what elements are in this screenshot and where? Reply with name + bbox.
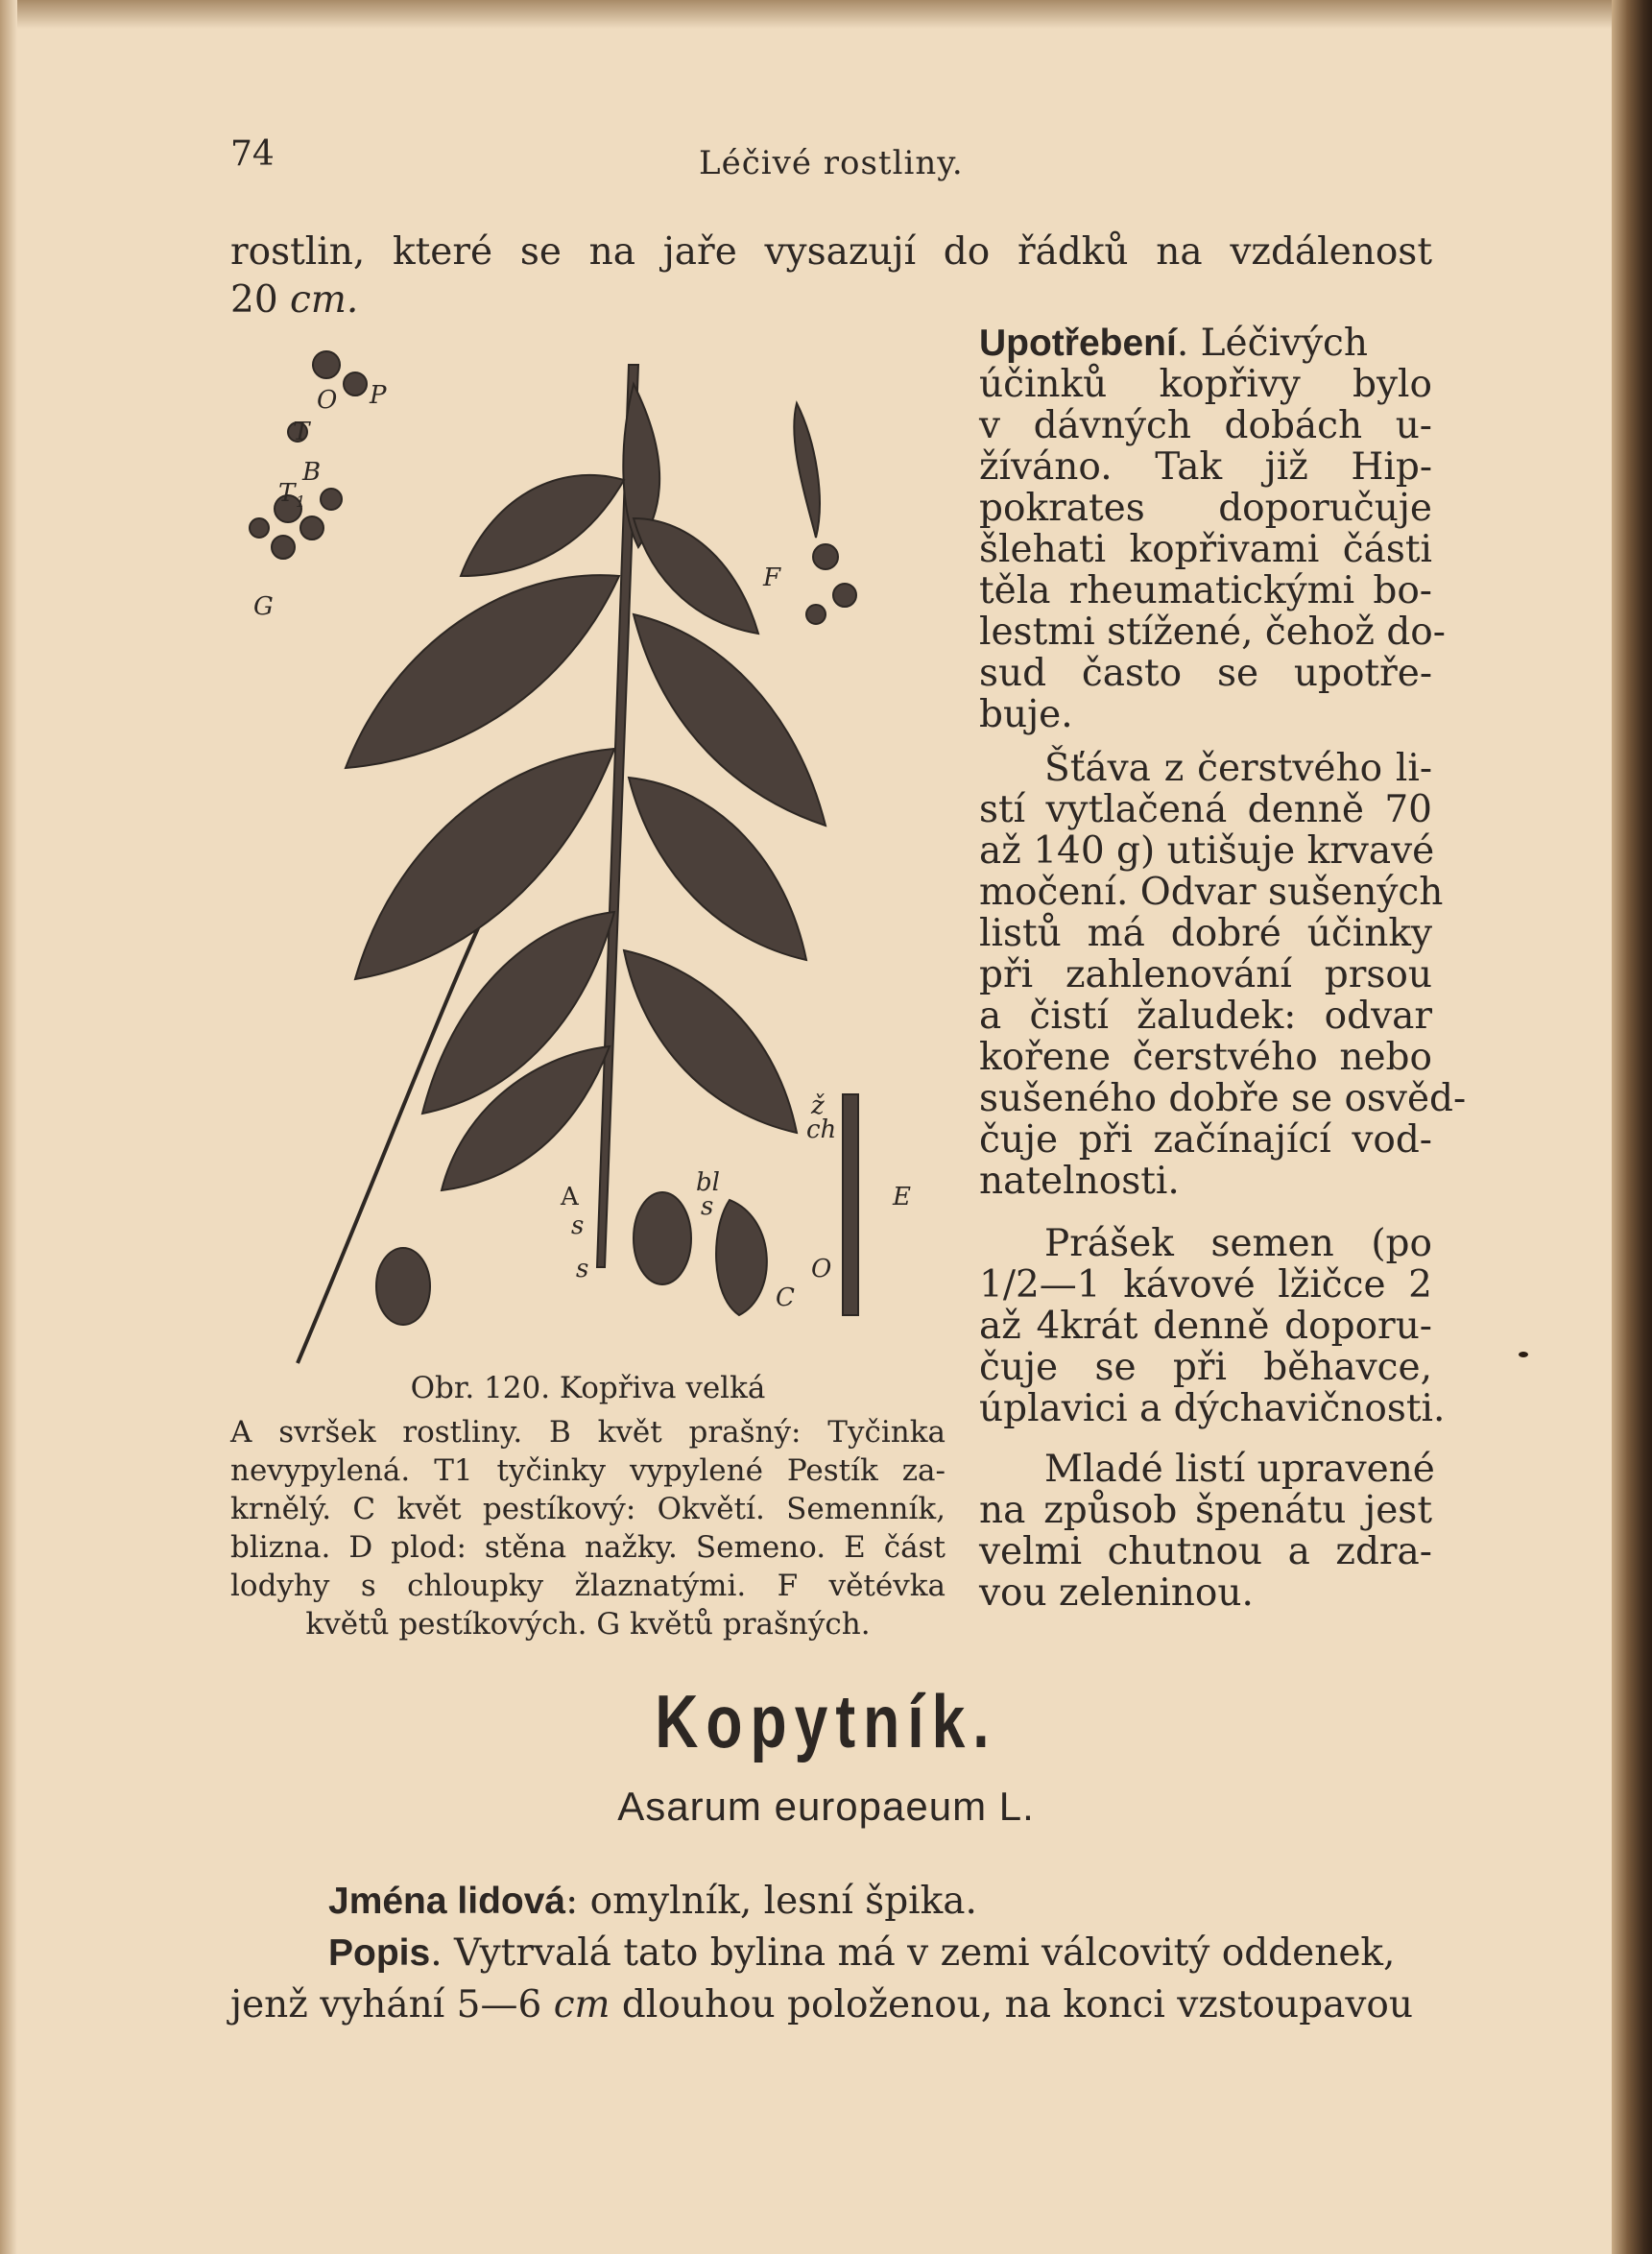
label-e: E (893, 1183, 911, 1211)
label-f: F (763, 564, 781, 592)
nettle-illustration (240, 326, 922, 1368)
stava-line: až 140 g) utišuje krvavé (979, 829, 1435, 873)
upotrebeni-line: v dávných dobách u- (979, 404, 1432, 447)
stava-line: listů má dobré účinky (979, 912, 1432, 955)
illustration-pistillate-flower (716, 1200, 767, 1315)
stava-line: Šťáva z čerstvého li- (1044, 747, 1432, 790)
illustration-leaf (634, 518, 758, 634)
illustration-flower (344, 372, 367, 396)
stava-line: čuje při začínající vod- (979, 1118, 1432, 1162)
mlade-line: velmi chutnou a zdra- (979, 1530, 1432, 1573)
section-title: Kopytník. (655, 1679, 997, 1763)
label-p: P (370, 381, 387, 410)
illustration-leaf (346, 575, 619, 768)
figure-caption-line: krnělý. C květ pestíkový: Okvětí. Semenník, (230, 1492, 946, 1526)
mlade-line: vou zeleninou. (979, 1571, 1254, 1615)
figure-caption-line: lodyhy s chloupky žlaznatými. F větévka (230, 1569, 946, 1603)
label-z: ž (811, 1091, 825, 1120)
jmena-lidova-text: : omylník, lesní špika. (565, 1880, 977, 1923)
label-c: C (776, 1283, 795, 1312)
illustration-flower (813, 544, 838, 569)
upotrebeni-line: buje. (979, 693, 1073, 736)
prasek-line: 1/2—1 kávové lžičce 2 (979, 1263, 1432, 1307)
upotrebeni-line: sud často se upotře- (979, 652, 1432, 695)
illustration-flower (806, 605, 826, 624)
label-t1-sub: 1 (296, 492, 306, 511)
popis-text-1: . Vytrvalá tato bylina má v zemi válcovitý oddenek, (430, 1931, 1396, 1975)
prasek-line: čuje se při běhavce, (979, 1346, 1432, 1389)
upotrebeni-line: žíváno. Tak již Hip- (979, 445, 1432, 489)
label-o-2: O (811, 1255, 832, 1283)
illustration-flower (272, 536, 295, 559)
popis-unit: cm (553, 1983, 611, 2026)
popis-label: Popis (328, 1932, 431, 1974)
illustration-seed (376, 1248, 430, 1325)
prasek-line: úplavici a dýchavičnosti. (979, 1387, 1446, 1430)
intro-line-2 (230, 278, 358, 322)
label-s-3: s (701, 1192, 714, 1221)
illustration-fruit (634, 1192, 691, 1284)
figure-caption-line: nevypylená. T1 tyčinky vypylené Pestík za- (230, 1453, 946, 1488)
stava-line: a čistí žaludek: odvar (979, 995, 1432, 1038)
upotrebeni-line: pokrates doporučuje (979, 487, 1432, 530)
illustration-leaf (461, 475, 624, 576)
upotrebeni-first-line: Upotřebení. Léčivých (979, 322, 1368, 365)
mlade-line: na způsob špenátu jest (979, 1489, 1432, 1532)
illustration-flower (300, 516, 323, 540)
figure-caption-line: A svršek rostliny. B květ prašný: Tyčinka (230, 1415, 946, 1450)
page-edge-left (0, 0, 17, 2254)
intro-line-1: rostlin, které se na jaře vysazují do řádků na vzdálenost (230, 230, 1432, 274)
page-edge-top (0, 0, 1652, 29)
label-t1: T (278, 479, 296, 508)
illustration-flower-branch (794, 403, 820, 538)
figure-caption-title: Obr. 120. Kopřiva velká (410, 1371, 766, 1405)
illustration-flower (833, 584, 856, 607)
illustration-stem-detail (843, 1094, 858, 1315)
ink-speck (1519, 1352, 1528, 1357)
upotrebeni-label: Upotřebení (979, 323, 1177, 364)
illustration-flower (250, 518, 269, 538)
stava-line: močení. Odvar sušených (979, 871, 1444, 914)
popis-line-1 (328, 1931, 1395, 1975)
upotrebeni-line: těla rheumatickými bo- (979, 569, 1432, 612)
mlade-line: Mladé listí upravené (1044, 1448, 1435, 1491)
popis-line-2: jenž vyhání 5—6 cm dlouhou položenou, na konci vzstoupavou (230, 1983, 1414, 2026)
jmena-lidova-label: Jména lidová (328, 1881, 566, 1922)
label-ch: ch (806, 1115, 837, 1144)
section-latin-name: Asarum europaeum L. (617, 1784, 1035, 1829)
illustration-leaf (624, 950, 797, 1133)
label-bl: bl (696, 1168, 720, 1197)
figure-caption-line: květů pestíkových. G květů prašných. (305, 1607, 871, 1642)
label-s-2: s (576, 1255, 589, 1283)
prasek-line: až 4krát denně doporu- (979, 1305, 1432, 1348)
illustration-flower (313, 351, 340, 378)
page-number: 74 (230, 134, 275, 174)
stava-line: při zahlenování prsou (979, 953, 1432, 996)
illustration-flower (321, 489, 342, 510)
label-t: T (293, 418, 310, 446)
jmena-lidova-line (328, 1880, 977, 1923)
book-binding-edge (1612, 0, 1652, 2254)
prasek-line: Prášek semen (po (1044, 1222, 1432, 1265)
label-b: B (302, 458, 322, 487)
stava-line: kořene čerstvého nebo (979, 1036, 1432, 1079)
stava-line: sušeného dobře se osvěd- (979, 1077, 1467, 1120)
upotrebeni-line: účinků kopřivy bylo (979, 363, 1432, 406)
label-s-1: s (571, 1211, 585, 1240)
running-head: Léčivé rostliny. (699, 144, 964, 182)
label-a: A (561, 1183, 579, 1211)
figure-caption-line: blizna. D plod: stěna nažky. Semeno. E část (230, 1530, 946, 1565)
stava-line: stí vytlačená denně 70 (979, 788, 1432, 831)
intro-number: 20 (230, 278, 291, 322)
upotrebeni-line: lestmi stížené, čehož do- (979, 611, 1446, 654)
upotrebeni-line: šlehati kopřivami části (979, 528, 1432, 571)
label-o: O (317, 386, 338, 415)
label-g: G (253, 592, 274, 621)
stava-line: natelnosti. (979, 1160, 1180, 1203)
intro-unit: cm. (290, 278, 359, 322)
